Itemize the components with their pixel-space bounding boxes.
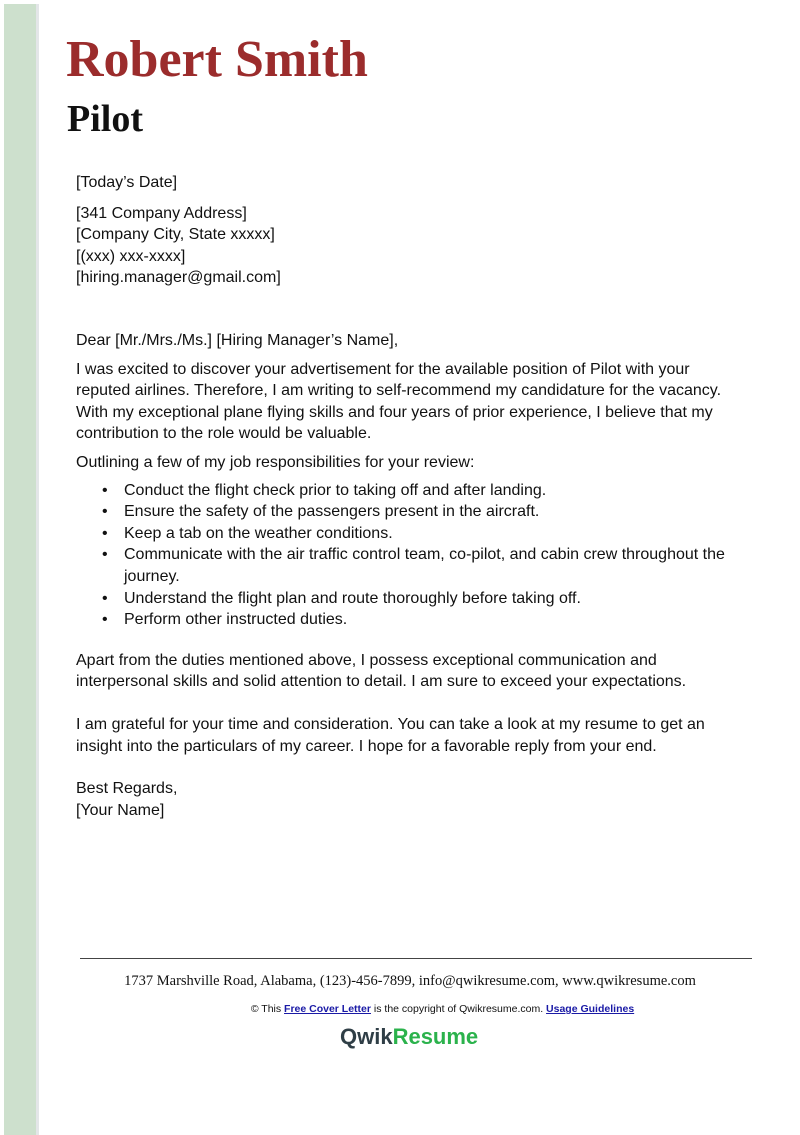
usage-guidelines-link[interactable]: Usage Guidelines [546, 1003, 635, 1015]
list-item: • Ensure the safety of the passengers present in the aircraft. [76, 501, 746, 523]
salutation: Dear [Mr./Mrs./Ms.] [Hiring Manager’s Name], [76, 332, 399, 349]
logo-resume: Resume [392, 1024, 479, 1049]
logo-qwik: Qwik [340, 1024, 393, 1049]
company-address: [341 Company Address] [76, 204, 247, 222]
qwikresume-logo [340, 1024, 478, 1050]
company-email: [hiring.manager@gmail.com] [76, 269, 281, 287]
free-cover-letter-link[interactable]: Free Cover Letter [284, 1003, 371, 1015]
decorative-sidebar [4, 4, 39, 1135]
list-item: • Keep a tab on the weather conditions. [76, 523, 746, 545]
recipient-block [76, 172, 746, 289]
date: [Today’s Date] [76, 174, 178, 191]
closing: Best Regards, [76, 780, 178, 798]
footer-divider [80, 958, 752, 959]
letter-body [76, 330, 746, 821]
signature: [Your Name] [76, 801, 165, 819]
responsibilities-list [76, 480, 746, 631]
job-title: Pilot [67, 98, 143, 140]
list-item: • Perform other instructed duties. [76, 609, 746, 631]
copyright-notice [0, 1003, 800, 1015]
list-item: • Understand the flight plan and route thoroughly before taking off. [76, 588, 746, 610]
paragraph-1: I was excited to discover your advertisement for the available position of Pilot with your reputed airlines. Therefore, I am writing to self-recommend my candidature for the vacancy. With my exceptional plane flying skills and four years of prior experience, I believe that my contribution to the role would be valuable. [76, 360, 722, 443]
list-item: • Communicate with the air traffic control team, co-pilot, and cabin crew throughout the journey. [76, 544, 746, 587]
copyright-prefix: © This [250, 1003, 285, 1015]
footer-contact: 1737 Marshville Road, Alabama, (123)-456-7899, info@qwikresume.com, www.qwikresume.com [124, 973, 696, 989]
company-phone: [(xxx) xxx-xxxx] [76, 247, 186, 265]
list-item: • Conduct the flight check prior to taking off and after landing. [76, 480, 746, 502]
applicant-name: Robert Smith [66, 31, 368, 88]
copyright-text: is the copyright of Qwikresume.com. [370, 1003, 547, 1015]
company-city: [Company City, State xxxxx] [76, 226, 275, 244]
paragraph-4: I am grateful for your time and consideration. You can take a look at my resume to get an insight into the particulars of my career. I hope for a favorable reply from your end. [76, 715, 705, 755]
paragraph-3: Apart from the duties mentioned above, I possess exceptional communication and interpersonal skills and solid attention to detail. I am sure to exceed your expectations. [76, 651, 687, 691]
paragraph-2: Outlining a few of my job responsibilities for your review: [76, 453, 475, 471]
